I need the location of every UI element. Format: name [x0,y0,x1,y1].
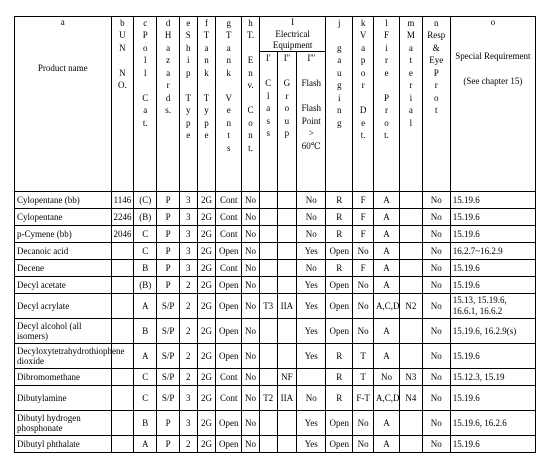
resp-eye-prot-cell: No [422,369,450,386]
product-name-cell: Decyloxytetrahydrothiophene dioxide [15,344,112,369]
tank-type-cell: 2G [197,436,216,453]
vapor-detection-cell: No [353,319,374,344]
material-cell [399,411,422,436]
un-number-cell [111,294,134,319]
poll-cat-cell: C [134,369,157,386]
material-cell [399,319,422,344]
resp-eye-prot-cell: No [422,243,450,260]
env-control-cell: No [242,260,260,277]
fire-protection-cell: A [374,436,400,453]
electrical-group-cell [277,344,297,369]
tank-type-cell: 2G [197,319,216,344]
gauging-cell: Open [326,411,353,436]
flash-point-cell: Yes [297,344,326,369]
flash-point-cell: Yes [297,277,326,294]
tank-type-cell: 2G [197,277,216,294]
poll-cat-cell: B [134,260,157,277]
hazards-cell: P [157,192,180,209]
resp-eye-prot-cell: No [422,209,450,226]
electrical-class-cell [259,436,277,453]
electrical-group-cell: NF [277,369,297,386]
tank-type-cell: 2G [197,294,216,319]
ship-type-cell: 2 [179,294,197,319]
hazards-cell: S/P [157,319,180,344]
product-name-cell: Dibutylamine [15,386,112,411]
ship-type-cell: 3 [179,243,197,260]
resp-eye-prot-cell: No [422,192,450,209]
gauging-cell: R [326,226,353,243]
flash-point-cell: Yes [297,411,326,436]
electrical-class-cell [259,277,277,294]
special-requirement-cell: 15.19.6 [450,344,535,369]
col-i-group-header: I'' G r o u p [277,52,297,192]
product-name-cell: Decyl acrylate [15,294,112,319]
fire-protection-cell: A [374,226,400,243]
col-k-header: k V a p o r D e t. [353,17,374,192]
un-number-cell: 1146 [111,192,134,209]
un-number-cell [111,411,134,436]
poll-cat-cell: A [134,344,157,369]
gauging-cell: Open [326,319,353,344]
table-row [15,319,536,344]
electrical-class-cell [259,344,277,369]
col-h-header: h T. E n v. C o n t. [242,17,260,192]
gauging-cell: Open [326,243,353,260]
un-number-cell [111,260,134,277]
fire-protection-cell: A [374,411,400,436]
col-i-class-header: I' C l a s s [259,52,277,192]
resp-eye-prot-cell: No [422,277,450,294]
poll-cat-cell: A [134,436,157,453]
tank-vents-cell: Cont [216,369,242,386]
electrical-group-cell [277,260,297,277]
poll-cat-cell: B [134,319,157,344]
un-number-cell [111,319,134,344]
ship-type-cell: 2 [179,369,197,386]
electrical-class-cell [259,319,277,344]
special-requirement-cell: 15.19.6 [450,386,535,411]
cargo-requirements-table [14,16,536,453]
special-requirement-cell: 15.19.6, 16.2.9(s) [450,319,535,344]
ship-type-cell: 2 [179,319,197,344]
tank-vents-cell: Open [216,294,242,319]
special-requirement-cell: 15.19.6, 16.2.6 [450,411,535,436]
col-l-header: l F i r e P r o t. [374,17,400,192]
tank-vents-cell: Open [216,411,242,436]
gauging-cell: R [326,209,353,226]
col-d-header: d H a z a r d s. [157,17,180,192]
electrical-group-cell [277,436,297,453]
ship-type-cell: 3 [179,386,197,411]
env-control-cell: No [242,344,260,369]
table-row [15,209,536,226]
vapor-detection-cell: No [353,294,374,319]
col-b-header: b U N N O. [111,17,134,192]
col-i-header: I Electrical Equipment [259,17,325,52]
product-name-cell: Decene [15,260,112,277]
table-row [15,411,536,436]
tank-type-cell: 2G [197,411,216,436]
flash-point-cell: Yes [297,294,326,319]
vapor-detection-cell: F [353,226,374,243]
col-a-header: a Product name [15,17,112,192]
electrical-class-cell [259,260,277,277]
table-row [15,260,536,277]
un-number-cell [111,277,134,294]
material-cell [399,277,422,294]
table-row [15,243,536,260]
electrical-class-cell [259,209,277,226]
hazards-cell: P [157,260,180,277]
electrical-class-cell [259,369,277,386]
ship-type-cell: 3 [179,260,197,277]
flash-point-cell: No [297,260,326,277]
fire-protection-cell: A,C,D [374,386,400,411]
ship-type-cell: 3 [179,411,197,436]
flash-point-cell: Yes [297,243,326,260]
electrical-class-cell [259,226,277,243]
fire-protection-cell: A [374,344,400,369]
table-row [15,294,536,319]
env-control-cell: No [242,294,260,319]
un-number-cell [111,386,134,411]
vapor-detection-cell: F [353,192,374,209]
col-f-header: f T a n k T y p e [197,17,216,192]
vapor-detection-cell: T [353,369,374,386]
product-name-cell: Decanoic acid [15,243,112,260]
electrical-group-cell [277,319,297,344]
vapor-detection-cell: F [353,260,374,277]
material-cell [399,192,422,209]
tank-vents-cell: Cont [216,209,242,226]
gauging-cell: R [326,386,353,411]
vapor-detection-cell: T [353,344,374,369]
special-requirement-cell: 16.2.7~16.2.9 [450,243,535,260]
material-cell [399,344,422,369]
material-cell: N3 [399,369,422,386]
product-name-cell: Decyl acetate [15,277,112,294]
resp-eye-prot-cell: No [422,386,450,411]
material-cell [399,226,422,243]
vapor-detection-cell: No [353,243,374,260]
table-row [15,277,536,294]
product-name-cell: Dibutyl phthalate [15,436,112,453]
col-e-header: e S h i p T y p e [179,17,197,192]
electrical-group-cell [277,209,297,226]
flash-point-cell: No [297,226,326,243]
hazards-cell: S/P [157,369,180,386]
table-header [15,17,536,192]
resp-eye-prot-cell: No [422,436,450,453]
ship-type-cell: 3 [179,209,197,226]
hazards-cell: P [157,411,180,436]
hazards-cell: P [157,243,180,260]
col-g-header: g T a n k V e n t s [216,17,242,192]
electrical-group-cell [277,192,297,209]
gauging-cell: R [326,369,353,386]
vapor-detection-cell: No [353,411,374,436]
material-cell [399,209,422,226]
vapor-detection-cell: No [353,436,374,453]
electrical-class-cell: T3 [259,294,277,319]
tank-type-cell: 2G [197,209,216,226]
special-requirement-cell: 15.19.6 [450,209,535,226]
material-cell: N4 [399,386,422,411]
flash-point-cell: Yes [297,319,326,344]
special-requirement-cell: 15.19.6 [450,277,535,294]
tank-vents-cell: Cont [216,192,242,209]
electrical-class-cell [259,192,277,209]
special-requirement-cell: 15.19.6 [450,436,535,453]
tank-type-cell: 2G [197,192,216,209]
fire-protection-cell: A,C,D [374,294,400,319]
tank-vents-cell: Open [216,344,242,369]
electrical-group-cell: IIA [277,386,297,411]
col-n-header: n Resp & Eye P r o t [422,17,450,192]
gauging-cell: R [326,192,353,209]
tank-type-cell: 2G [197,260,216,277]
un-number-cell [111,369,134,386]
electrical-class-cell: T2 [259,386,277,411]
table-row [15,192,536,209]
tank-type-cell: 2G [197,386,216,411]
table-row [15,344,536,369]
env-control-cell: No [242,226,260,243]
resp-eye-prot-cell: No [422,260,450,277]
un-number-cell: 2246 [111,209,134,226]
tank-vents-cell: Open [216,277,242,294]
fire-protection-cell: A [374,260,400,277]
flash-point-cell: No [297,386,326,411]
poll-cat-cell: C [134,226,157,243]
electrical-class-cell [259,411,277,436]
un-number-cell [111,243,134,260]
col-i-flash-header: I''' Flash Flash Point > 60℃ [297,52,326,192]
electrical-class-cell [259,243,277,260]
table-row [15,369,536,386]
env-control-cell: No [242,411,260,436]
env-control-cell: No [242,319,260,344]
hazards-cell: P [157,209,180,226]
env-control-cell: No [242,209,260,226]
material-cell: N2 [399,294,422,319]
product-name-cell: Dibromomethane [15,369,112,386]
product-name-cell: Decyl alcohol (all isomers) [15,319,112,344]
hazards-cell: P [157,277,180,294]
fire-protection-cell: A [374,209,400,226]
ship-type-cell: 2 [179,436,197,453]
env-control-cell: No [242,192,260,209]
col-j-header: j g a u g i n g [326,17,353,192]
vapor-detection-cell: F-T [353,386,374,411]
table-row [15,226,536,243]
ship-type-cell: 3 [179,226,197,243]
hazards-cell: P [157,226,180,243]
tank-vents-cell: Cont [216,386,242,411]
env-control-cell: No [242,436,260,453]
ship-type-cell: 2 [179,277,197,294]
poll-cat-cell: (C) [134,192,157,209]
hazards-cell: S/P [157,386,180,411]
special-requirement-cell: 15.12.3, 15.19 [450,369,535,386]
special-requirement-cell: 15.13, 15.19.6, 16.6.1, 16.6.2 [450,294,535,319]
gauging-cell: Open [326,277,353,294]
poll-cat-cell: B [134,411,157,436]
flash-point-cell: No [297,209,326,226]
resp-eye-prot-cell: No [422,344,450,369]
electrical-group-cell [277,411,297,436]
poll-cat-cell: (B) [134,277,157,294]
electrical-group-cell: IIA [277,294,297,319]
env-control-cell: No [242,386,260,411]
tank-vents-cell: Cont [216,260,242,277]
product-name-cell: Dibutyl hydrogen phosphonate [15,411,112,436]
flash-point-cell: No [297,192,326,209]
tank-type-cell: 2G [197,226,216,243]
resp-eye-prot-cell: No [422,226,450,243]
tank-type-cell: 2G [197,243,216,260]
ship-type-cell: 2 [179,344,197,369]
fire-protection-cell: No [374,369,400,386]
env-control-cell: No [242,243,260,260]
col-o-header: o Special Requirement (See chapter 15) [450,17,535,192]
resp-eye-prot-cell: No [422,411,450,436]
electrical-group-cell [277,277,297,294]
hazards-cell: P [157,436,180,453]
material-cell [399,260,422,277]
material-cell [399,436,422,453]
resp-eye-prot-cell: No [422,294,450,319]
tank-vents-cell: Open [216,436,242,453]
fire-protection-cell: A [374,319,400,344]
gauging-cell: Open [326,294,353,319]
ship-type-cell: 3 [179,192,197,209]
poll-cat-cell: C [134,386,157,411]
hazards-cell: S/P [157,294,180,319]
gauging-cell: R [326,260,353,277]
resp-eye-prot-cell: No [422,319,450,344]
poll-cat-cell: C [134,243,157,260]
vapor-detection-cell: No [353,277,374,294]
un-number-cell: 2046 [111,226,134,243]
tank-vents-cell: Open [216,243,242,260]
electrical-group-cell [277,226,297,243]
poll-cat-cell: A [134,294,157,319]
vapor-detection-cell: F [353,209,374,226]
tank-type-cell: 2G [197,369,216,386]
product-name-cell: p-Cymene (bb) [15,226,112,243]
env-control-cell: No [242,277,260,294]
product-name-cell: Cylopentane [15,209,112,226]
table-row [15,386,536,411]
fire-protection-cell: A [374,243,400,260]
poll-cat-cell: (B) [134,209,157,226]
product-name-cell: Cylopentane (bb) [15,192,112,209]
special-requirement-cell: 15.19.6 [450,226,535,243]
env-control-cell: No [242,369,260,386]
table-row [15,436,536,453]
electrical-group-cell [277,243,297,260]
special-requirement-cell: 15.19.6 [450,260,535,277]
tank-vents-cell: Open [216,319,242,344]
tank-vents-cell: Cont [216,226,242,243]
special-requirement-cell: 15.19.6 [450,192,535,209]
un-number-cell [111,436,134,453]
material-cell [399,243,422,260]
flash-point-cell [297,369,326,386]
col-m-header: m M a t e r i a l [399,17,422,192]
tank-type-cell: 2G [197,344,216,369]
col-c-header: c P o l l C a t. [134,17,157,192]
hazards-cell: S/P [157,344,180,369]
gauging-cell: R [326,344,353,369]
fire-protection-cell: A [374,192,400,209]
flash-point-cell: Yes [297,436,326,453]
gauging-cell: Open [326,436,353,453]
table-body [15,192,536,453]
fire-protection-cell: A [374,277,400,294]
